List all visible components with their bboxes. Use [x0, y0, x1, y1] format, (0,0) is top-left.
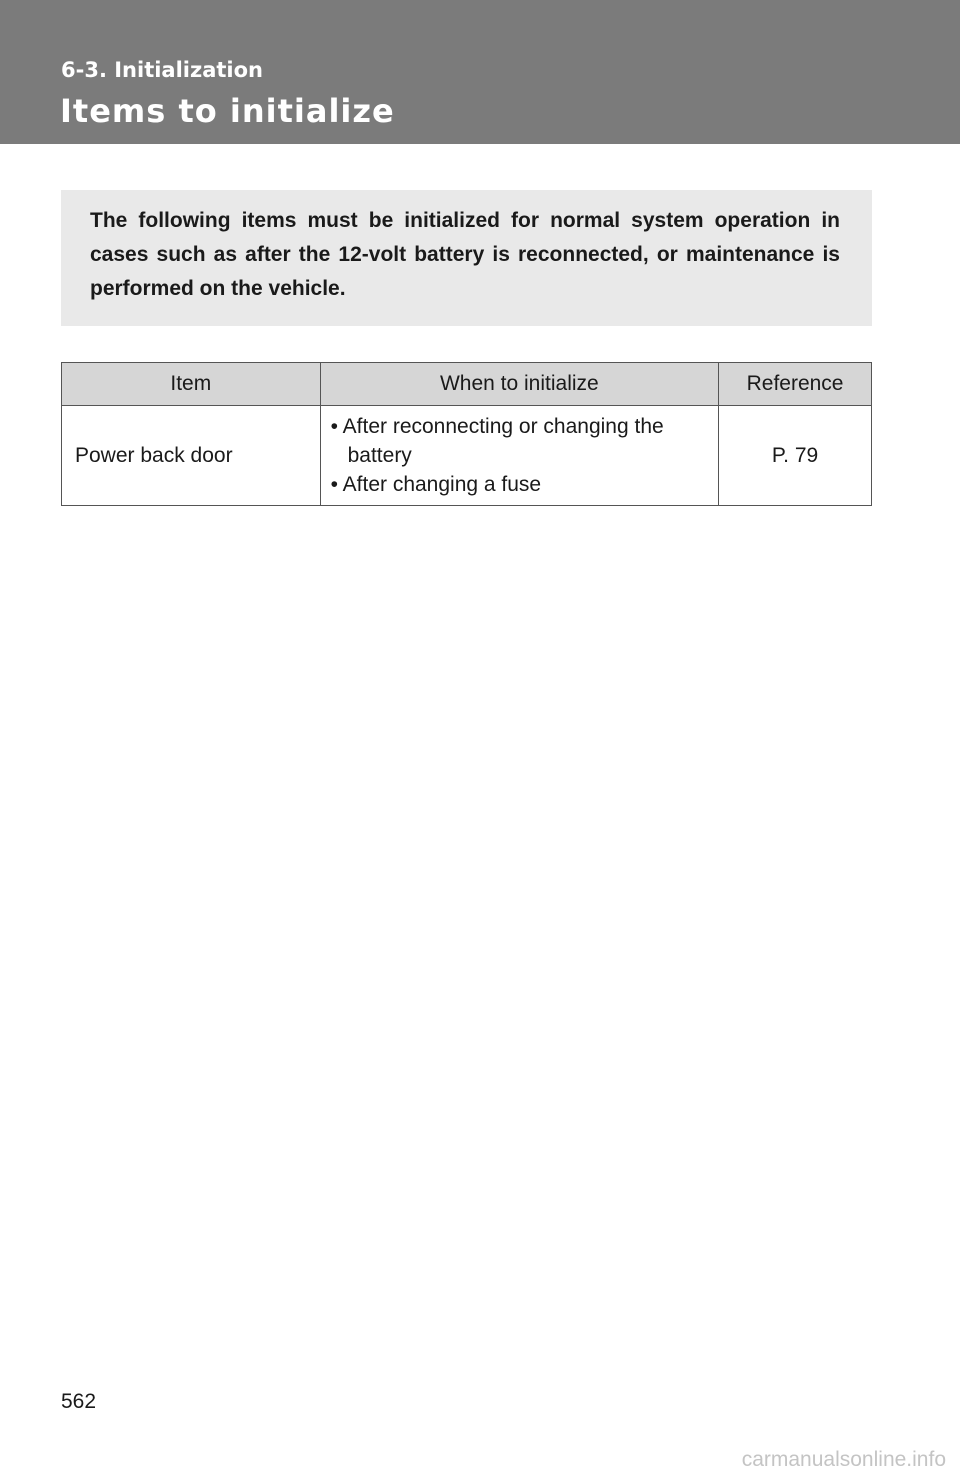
cell-item: Power back door — [62, 406, 321, 506]
page-header — [0, 0, 960, 144]
table-row — [62, 406, 872, 506]
section-label: 6-3. Initialization — [61, 58, 264, 82]
page-number: 562 — [61, 1390, 97, 1413]
watermark: carmanualsonline.info — [741, 1448, 946, 1471]
cell-when — [320, 406, 718, 506]
cell-reference: P. 79 — [719, 406, 872, 506]
column-header-when: When to initialize — [320, 363, 718, 406]
column-header-item: Item — [62, 363, 321, 406]
list-item: • After reconnecting or changing the battery — [330, 415, 664, 467]
page-title: Items to initialize — [60, 92, 395, 130]
initialization-table — [61, 362, 872, 506]
intro-box — [61, 190, 872, 326]
when-text: After changing a fuse — [342, 473, 542, 496]
when-text: After reconnecting or changing the battery — [342, 415, 664, 467]
list-item: • After changing a fuse — [330, 473, 542, 496]
table-header-row — [62, 363, 872, 406]
intro-text: The following items must be initialized for normal system operation in cases such as after the 12-volt battery is reconnected, or maintenance is performed on the vehicle. — [90, 209, 840, 300]
column-header-reference: Reference — [719, 363, 872, 406]
